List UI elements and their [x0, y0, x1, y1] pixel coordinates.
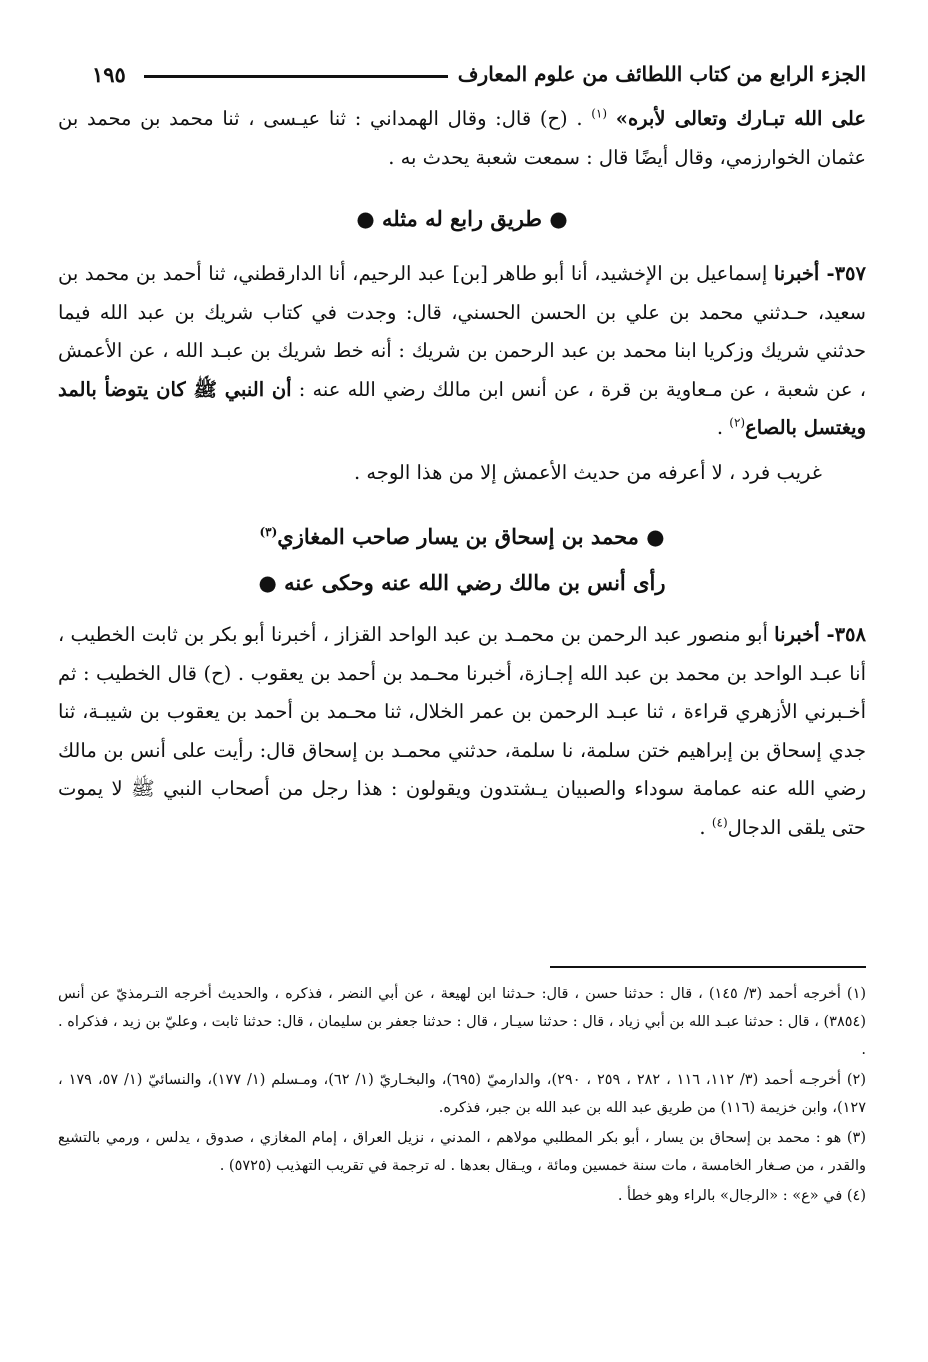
footnote-ref-2: (٢) [729, 415, 746, 430]
hadith-357 [58, 255, 866, 448]
footnote-ref-3: (٣) [259, 525, 278, 539]
section-heading-ibn-ishaq [58, 514, 866, 560]
footnote-separator [550, 966, 866, 968]
hadith-357-comment: غريب فرد ، لا أعرفه من حديث الأعمش إلا من هذا الوجه . [353, 460, 822, 484]
hadith-358 [58, 616, 866, 847]
hadith-358-text: أبو منصور عبد الرحمن بن محمـد بن عبد الواحد القزاز ، أخبرنا أبو بكر بن ثابت الخطيب ، أنا عبـد الواحد بن محمد بن عبد الله إجـازة، أخبرنا محـمد بن أحمد بن يعقوب . (ح) قال الخطيب : ثم أخـبرني الأزهري قراءة ، ثنا عبـد الرحمن بن عمر الخلال، ثنا محـمد بن أحمد بن يعقوب بن شيبـة، ثنا جدي إسحاق بن إبراهيم ختن سلمة، نا سلمة، حدثني محمـد بن إسحاق قال: رأيت على أنس بن مالك رضي الله عنه عمامة سوداء والصبيان يـشتدون ويقولون : هذا رجل من أصحاب النبي ﷺ لا يموت حتى يلقى الدجال [58, 623, 866, 839]
hadith-357-number: ٣٥٧- أخبرنا [773, 262, 866, 285]
section-heading-ibn-ishaq-line2: رأى أنس بن مالك رضي الله عنه وحكى عنه ● [258, 570, 666, 595]
main-text [58, 100, 866, 847]
section-heading-ibn-ishaq-line1: ● محمد بن إسحاق بن يسار صاحب المغازي [277, 524, 665, 549]
header-rule [144, 75, 448, 78]
page-number: ١٩٥ [92, 61, 126, 87]
hadith-357-end: . [716, 416, 724, 439]
footnote-ref-1: (١) [591, 106, 608, 121]
footnote-1: (١) أخرجه أحمد (٣/ ١٤٥) ، قال : حدثنا حسن ، قال: حـدثنا ابن لهيعة ، عن أبي النضر ، فذكره ، والحديث أخرجه التـرمذيّ عن أنس (٣٨٥٤) ، قال : حدثنا عبـد الله بن أبي زياد ، قال : حدثنا سيـار ، قال : حدثنا جعفر بن سليمان ، قال: حدثنا ثابت ، وعليّ بن زيد ، فذكراه . . [58, 986, 867, 1058]
hadith-357-isnad: إسماعيل بن الإخشيد، أنا أبو طاهر [بن] عبد الرحيم، أنا الدارقطني، ثنا أحمد بن محمد بن سعيد، حـدثني محمد بن علي بن الحسن الحسني، قال: وجدت في كتاب شريك بن عبد الله فيما حدثني شريك وزكريا ابنا محمد بن عبد الرحمن بن شريك : أنه خط شريك بن عبـد الله ، عن الأعمش ، عن شعبة ، عن مـعاوية بن قرة ، عن أنس ابن مالك رضي الله عنه : [58, 262, 867, 401]
continuation-text: . (ح) قال: وقال الهمداني : ثنا عيـسى ، ثنا محمد بن محمد بن عثمان الخوارزمي، وقال أيضًا قال : سمعت شعبة يحدث به . [58, 107, 866, 169]
header-title: الجزء الرابع من كتاب اللطائف من علوم المعارف [457, 62, 866, 86]
hadith-358-number: ٣٥٨- أخبرنا [774, 623, 866, 646]
hadith-357-matn: أن النبي ﷺ كان يتوضأ بالمد ويغتسل بالصاع [58, 377, 866, 439]
section-heading-fourth-route: ● طريق رابع له مثله ● [356, 206, 568, 231]
running-header [92, 52, 866, 96]
hadith-358-end: . [699, 815, 706, 839]
quote-end: على الله تبـارك وتعالى لأبره» [615, 107, 867, 130]
continuation-paragraph [58, 100, 866, 177]
footnote-4: (٤) في «ع» : «الرجال» بالراء وهو خطأ . [617, 1188, 866, 1204]
footnote-2: (٢) أخرجـه أحمد (٣/ ١١٢، ١١٦ ، ٢٨٢ ، ٢٥٩ ، ٢٩٠)، والدارميّ (٦٩٥)، والبخـاريّ (١/ ٦٢)، ومـسلم (١/ ١٧٧)، والنسائيّ (١/ ٥٧، ١٧٩ ، ١٢٧)، وابن خزيمة (١١٦) من طريق عبد الله بن عبد الله بن جبر، فذكره. [58, 1072, 866, 1116]
footnotes [58, 980, 866, 1212]
footnote-3: (٣) هو : محمد بن إسحاق بن يسار ، أبو بكر المطلبي مولاهم ، المدني ، نزيل العراق ، إمام المغازي ، صدوق ، يدلس ، ورمي بالتشيع والقدر ، من صـغار الخامسة ، مات سنة خمسين ومائة ، ويـقال بعدها . له ترجمة في تقريب التهذيب (٥٧٢٥) . [58, 1130, 866, 1174]
footnote-ref-4: (٤) [711, 815, 728, 829]
